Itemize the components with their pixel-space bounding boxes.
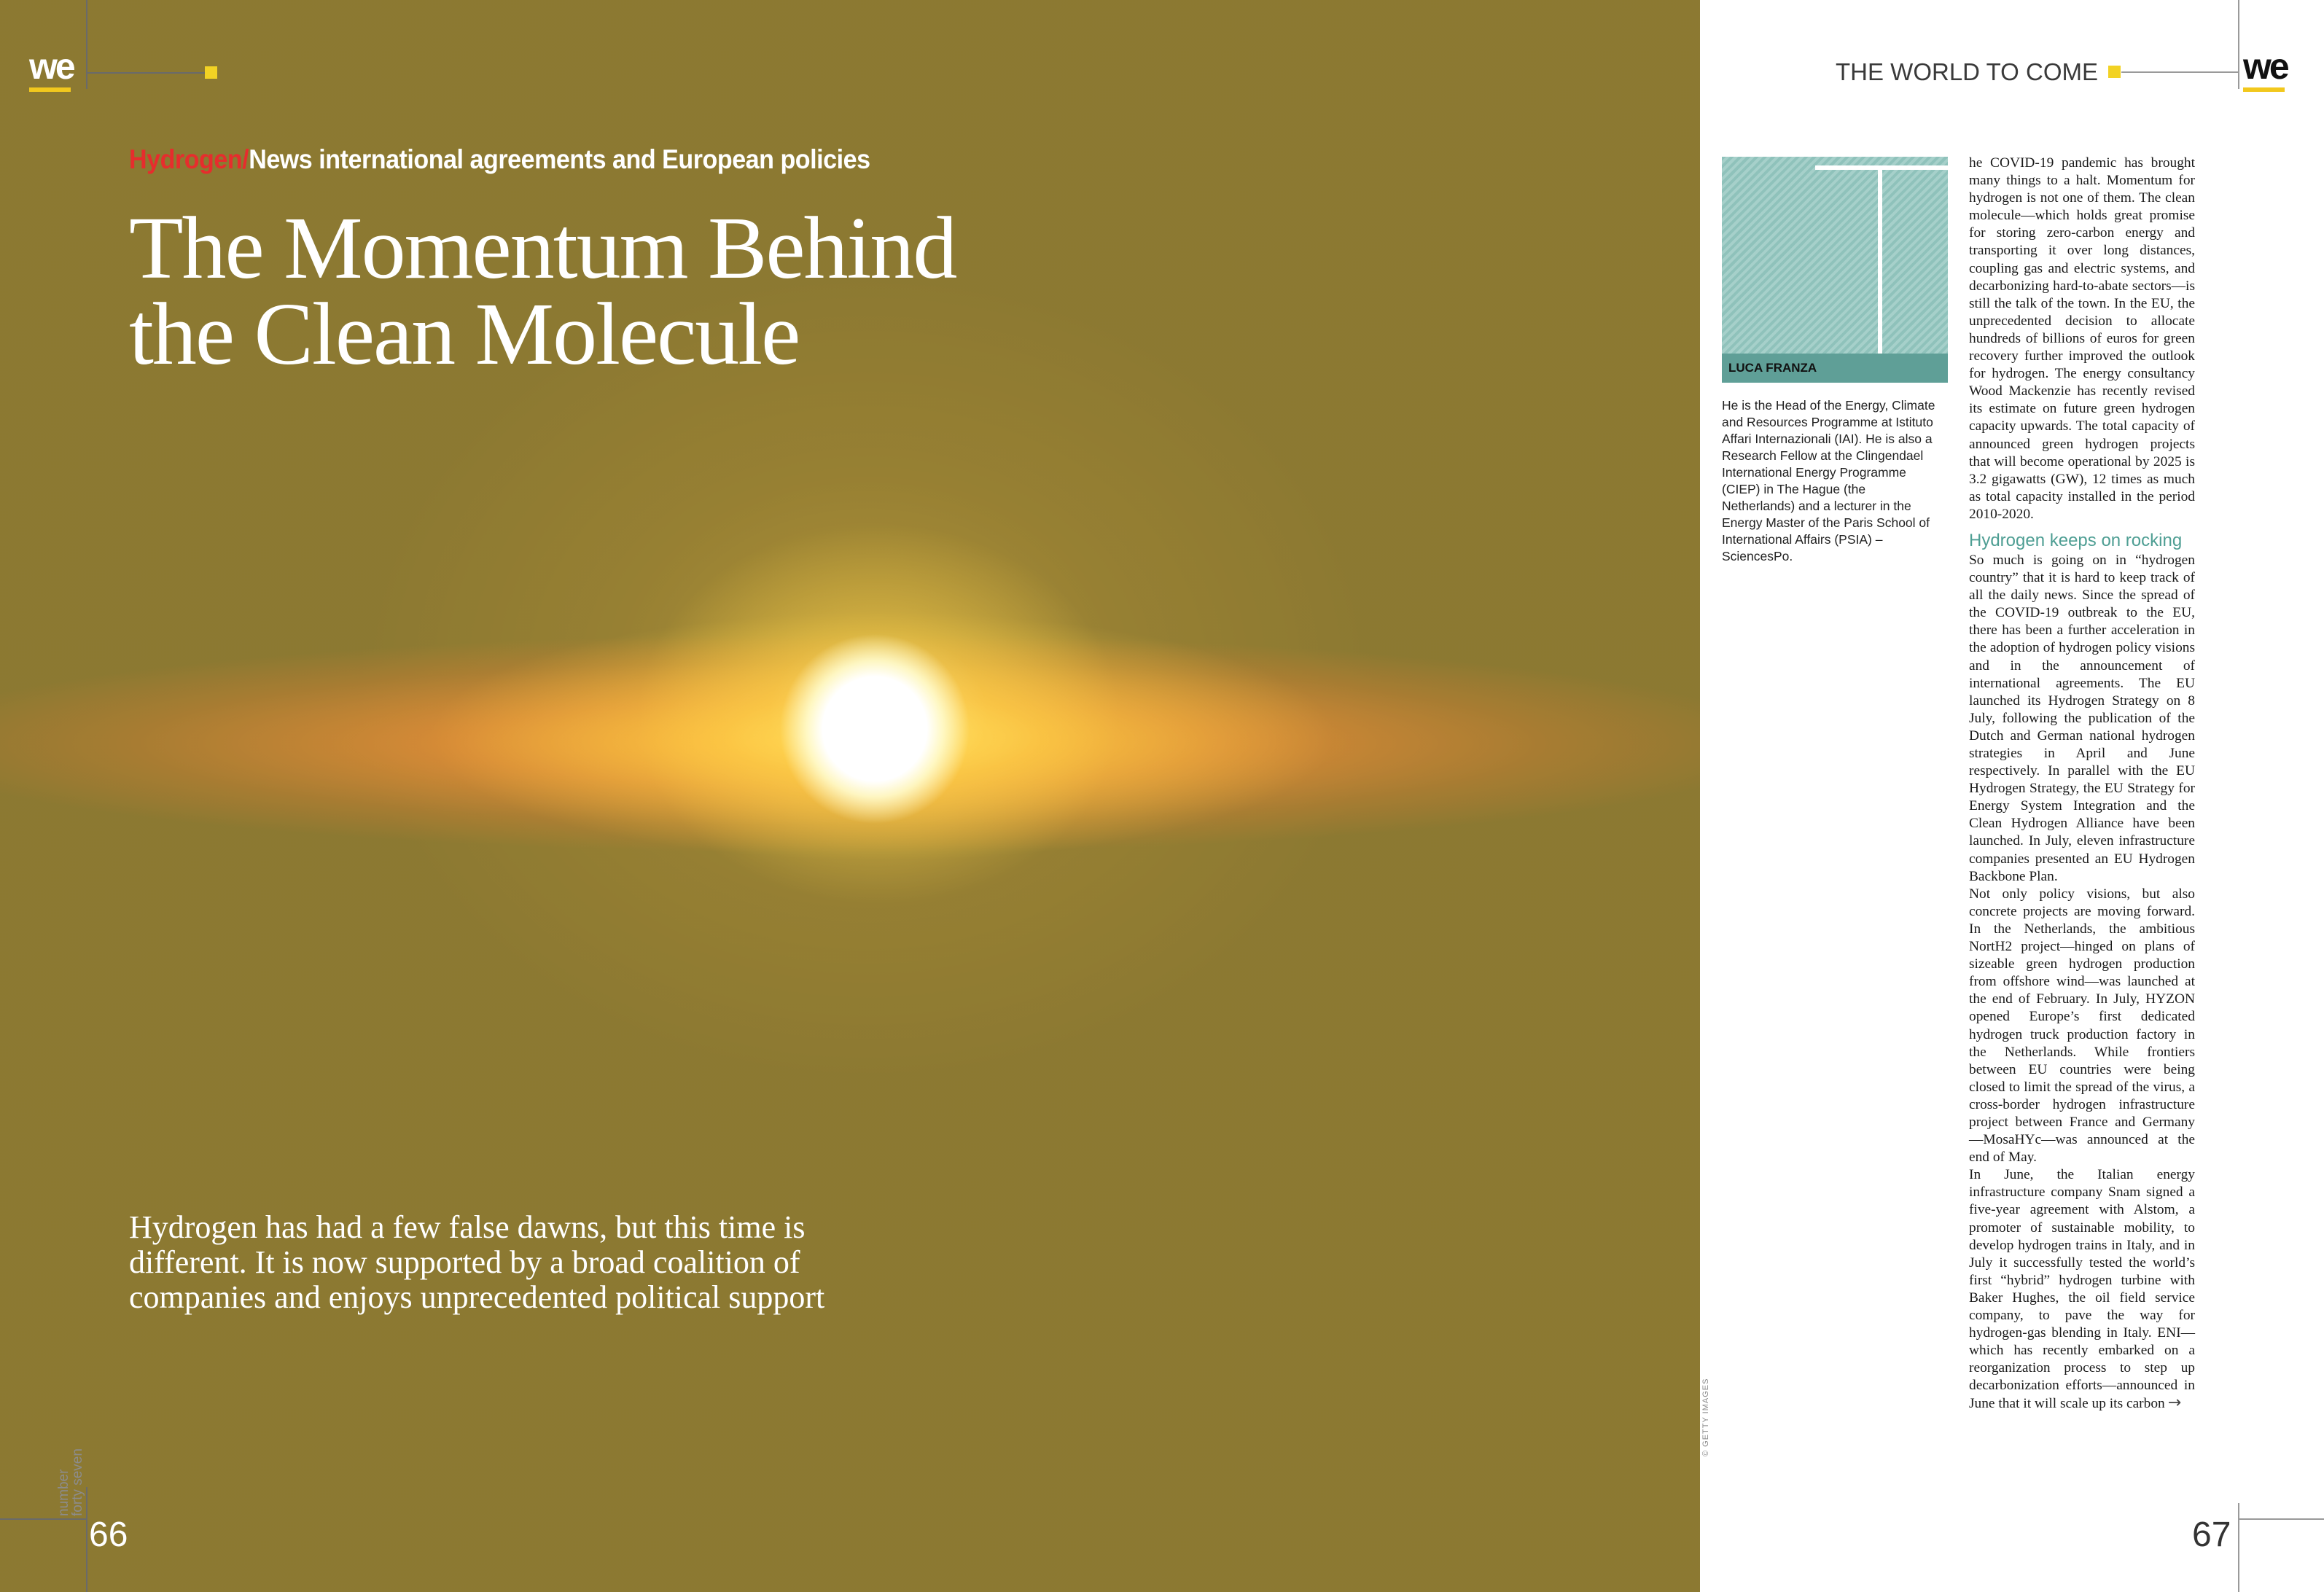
body-paragraph-2: So much is going on in “hydrogen country” that it is hard to keep track of all the daily news. Since the spread of the COVID-19 outbreak to the EU, there has been a further acceleration in the adoption of hydrogen policy visions and in the announcement of international agreements. The EU launched its Hydrogen Strategy on 8 July, following the publication of the Dutch and German national hydrogen strategies in April and June respectively. In parallel with the EU Hydrogen Strategy, the EU Strategy for Energy System Integration and the Clean Hydrogen Alliance have been launched. In July, eleven infrastructure companies presented an EU Hydrogen Backbone Plan.	[1969, 552, 2195, 884]
accent-square	[205, 66, 217, 79]
kicker-category: Hydrogen/	[129, 144, 249, 174]
body-paragraph-4	[1969, 1166, 2195, 1413]
subheading: Hydrogen keeps on rocking	[1969, 530, 2183, 550]
we-logo: we	[29, 46, 74, 87]
section-label: THE WORLD TO COME	[1836, 58, 2098, 85]
corner-rule-bottom-vertical	[86, 1487, 87, 1592]
page-number-right: 67	[2192, 1515, 2231, 1554]
body-paragraph-4-text: In June, the Italian energy infrastructure company Snam signed a five-year agreement with Alstom, a promoter of sustainable mobility, to develop hydrogen trains in Italy, and in July it successfully tested the world’s first “hybrid” hydrogen turbine with Baker Hughes, the oil field service company, to pave the way for hydrogen-gas blending in Italy. ENI—which has recently embarked on a reorganization process to step up decarbonization efforts—announced in June that it will scale up its carbon	[1969, 1167, 2195, 1412]
article-body	[1969, 155, 2195, 1413]
continue-arrow-icon: →	[2167, 1394, 2182, 1413]
corner-rule-top-horizontal	[2121, 71, 2238, 73]
right-page	[1700, 0, 2324, 1592]
issue-line-1: number	[56, 1469, 71, 1516]
corner-rule-top-vertical	[86, 0, 87, 89]
author-box	[1722, 157, 1948, 383]
drop-cap-t	[1815, 165, 1948, 354]
corner-rule-bottom-vertical	[2238, 1503, 2239, 1592]
title-line-1: The Momentum Behind	[129, 199, 956, 297]
corner-rule-top-horizontal	[86, 72, 207, 74]
page-number-left: 66	[89, 1515, 128, 1554]
corner-rule-top-vertical	[2238, 0, 2239, 89]
body-paragraph-3: Not only policy visions, but also concrete projects are moving forward. In the Netherlands, the ambitious NortH2 project—hinged on plans of sizeable green hydrogen production from offshore wind—was launched at the end of February. In July, HYZON opened Europe’s first dedicated hydrogen truck production factory in the Netherlands. While frontiers between EU countries were being closed to limit the spread of the virus, a cross-border hydrogen infrastructure project between France and Germany—MosaHYc—was announced at the end of May.	[1969, 886, 2195, 1166]
body-paragraph-1: he COVID-19 pandemic has brought many things to a halt. Momentum for hydrogen is not one of them. The clean molecule—which holds great promise for storing zero-carbon energy and transporting it over long distances, coupling gas and electric systems, and decarbonizing hard-to-abate sectors—is still the talk of the town. In the EU, the unprecedented decision to allocate hundreds of billions of euros for green recovery further improved the outlook for hydrogen. The energy consultancy Wood Mackenzie has recently revised its estimate on future green hydrogen capacity upwards. The total capacity of announced green hydrogen projects that will become operational by 2025 is 3.2 gigawatts (GW), 12 times as much as total capacity installed in the period 2010-2020.	[1969, 155, 2195, 522]
corner-rule-bottom-horizontal	[0, 1518, 86, 1520]
article-lead: Hydrogen has had a few false dawns, but this time is different. It is now supported by a broad coalition of companies and enjoys unprecedented political support	[129, 1209, 825, 1315]
issue-line-2: forty seven	[70, 1448, 85, 1516]
accent-square	[2108, 66, 2121, 78]
author-name: LUCA FRANZA	[1722, 354, 1948, 383]
article-kicker	[129, 144, 870, 175]
issue-label	[57, 1448, 85, 1516]
author-bio: He is the Head of the Energy, Climate and Resources Programme at Istituto Affari Internazionali (IAI). He is also a Research Fellow at the Clingendael International Energy Programme (CIEP) in The Hague (the Netherlands) and a lecturer in the Energy Master of the Paris School of International Affairs (PSIA) – SciencesPo.	[1722, 398, 1935, 563]
title-line-2: the Clean Molecule	[129, 285, 800, 383]
corner-rule-bottom-horizontal	[2238, 1518, 2324, 1520]
kicker-text: News international agreements and European policies	[249, 144, 870, 174]
we-logo: we	[2243, 46, 2288, 87]
photo-credit: © GETTY IMAGES	[1701, 1378, 1710, 1456]
article-title	[129, 199, 956, 383]
